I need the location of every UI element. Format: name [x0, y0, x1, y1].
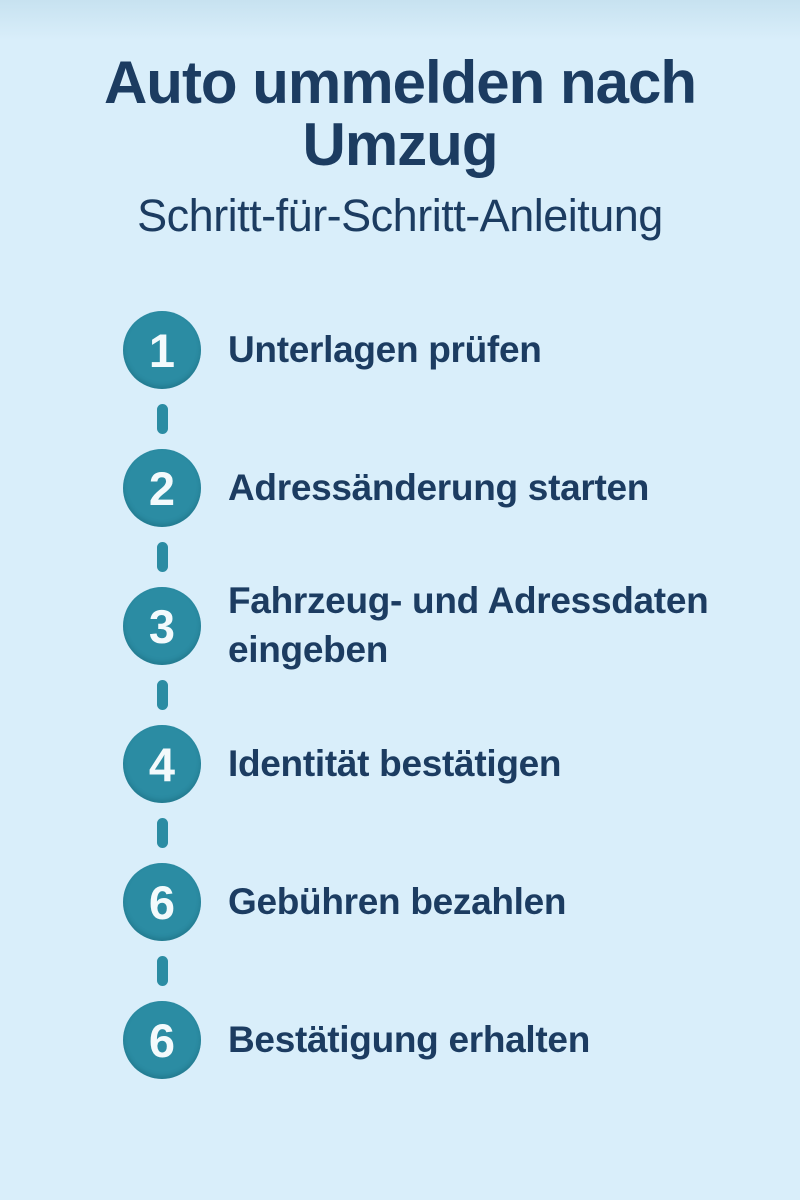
step-label: Bestätigung erhalten [228, 1018, 590, 1060]
steps-list [123, 311, 768, 1079]
page-subtitle: Schritt-für-Schritt-Anleitung [137, 189, 663, 241]
step-item [123, 580, 768, 670]
step-number-badge: 3 [123, 587, 201, 665]
step-item [123, 1001, 768, 1079]
step-item [123, 863, 768, 941]
page-title [0, 49, 800, 179]
step-label: Identität bestätigen [228, 742, 562, 784]
step-label: Adressänderung starten [228, 466, 650, 508]
step-item [123, 311, 768, 389]
step-item [123, 725, 768, 803]
step-item [123, 449, 768, 527]
step-number-badge: 6 [123, 1001, 201, 1079]
step-number-badge: 1 [123, 311, 201, 389]
step-label: Gebühren bezahlen [228, 880, 567, 922]
header [0, 49, 800, 241]
step-number-badge: 4 [123, 725, 201, 803]
page-title-line2: Umzug [302, 111, 498, 179]
step-label: Unterlagen prüfen [228, 328, 542, 370]
step-label: Fahrzeug- und Adressdaten eingeben [228, 580, 709, 670]
step-number-badge: 2 [123, 449, 201, 527]
page-title-line1: Auto ummelden nach [103, 49, 697, 116]
step-number-badge: 6 [123, 863, 201, 941]
